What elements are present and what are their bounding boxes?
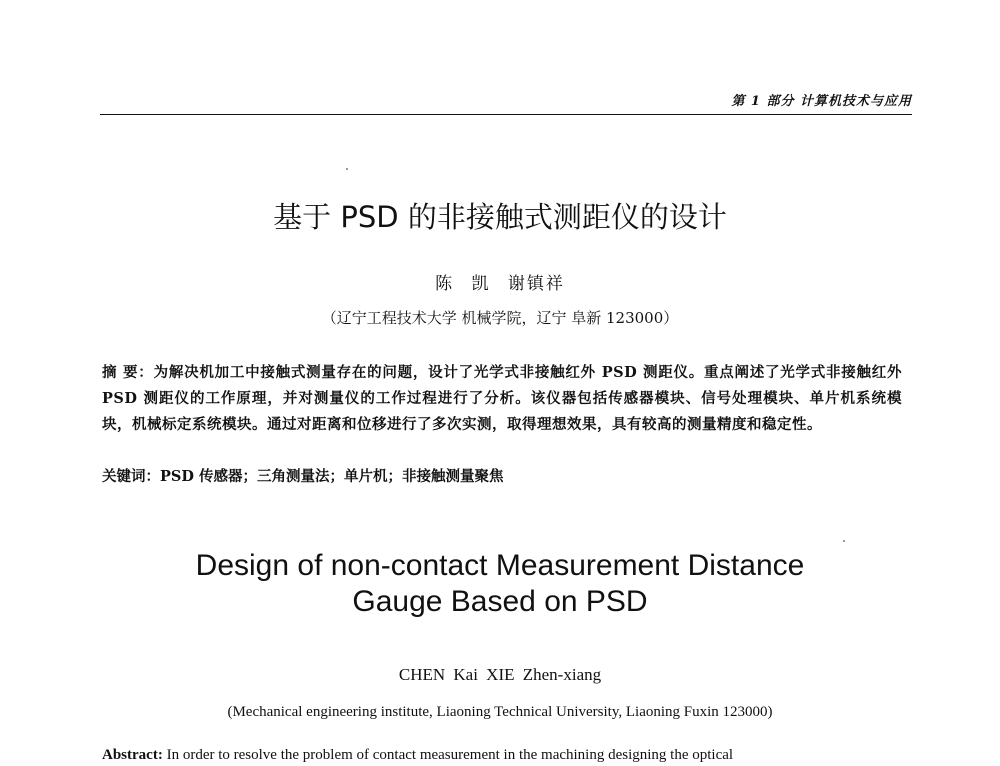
scan-speck	[346, 168, 348, 170]
paper-title-chinese: 基于 PSD 的非接触式测距仪的设计	[273, 200, 727, 234]
paper-title-english-line1: Design of non-contact Measurement Distance	[195, 549, 805, 582]
abstract-english	[102, 744, 902, 766]
paper-title-english-line2: Gauge Based on PSD	[352, 585, 648, 618]
header-rule	[100, 114, 912, 115]
authors-english: CHEN Kai XIE Zhen-xiang	[398, 665, 602, 684]
running-head: 第 1 部分 计算机技术与应用	[731, 94, 912, 109]
abstract-label-chinese: 摘 要：	[102, 364, 154, 381]
keywords-chinese	[102, 464, 902, 490]
keywords-text-chinese: PSD 传感器；三角测量法；单片机；非接触测量聚焦	[160, 468, 504, 485]
abstract-label-english: Abstract:	[102, 747, 163, 763]
abstract-text-chinese: 为解决机加工中接触式测量存在的问题，设计了光学式非接触红外 PSD 测距仪。重点阐述了光学式非接触红外 PSD 测距仪的工作原理，并对测量仪的工作过程进行了分析。该仪器包括传感器模块、信号处理模块、单片机系统模块，机械标定系统模块。通过对距离和位移进行了多次实测，取得理想效果，具有较高的测量精度和稳定性。	[102, 364, 902, 433]
keywords-label-chinese: 关键词：	[102, 468, 160, 485]
affiliation-english: (Mechanical engineering institute, Liaoning Technical University, Liaoning Fuxin 123000)	[227, 704, 773, 720]
scan-speck	[843, 540, 845, 542]
paper-title-english	[0, 548, 1000, 620]
abstract-chinese	[102, 360, 902, 438]
authors-chinese: 陈 凯 谢镇祥	[435, 274, 565, 294]
affiliation-chinese: （辽宁工程技术大学 机械学院，辽宁 阜新 123000）	[321, 309, 679, 327]
abstract-text-english: In order to resolve the problem of contact measurement in the machining designing the optical	[166, 747, 734, 763]
